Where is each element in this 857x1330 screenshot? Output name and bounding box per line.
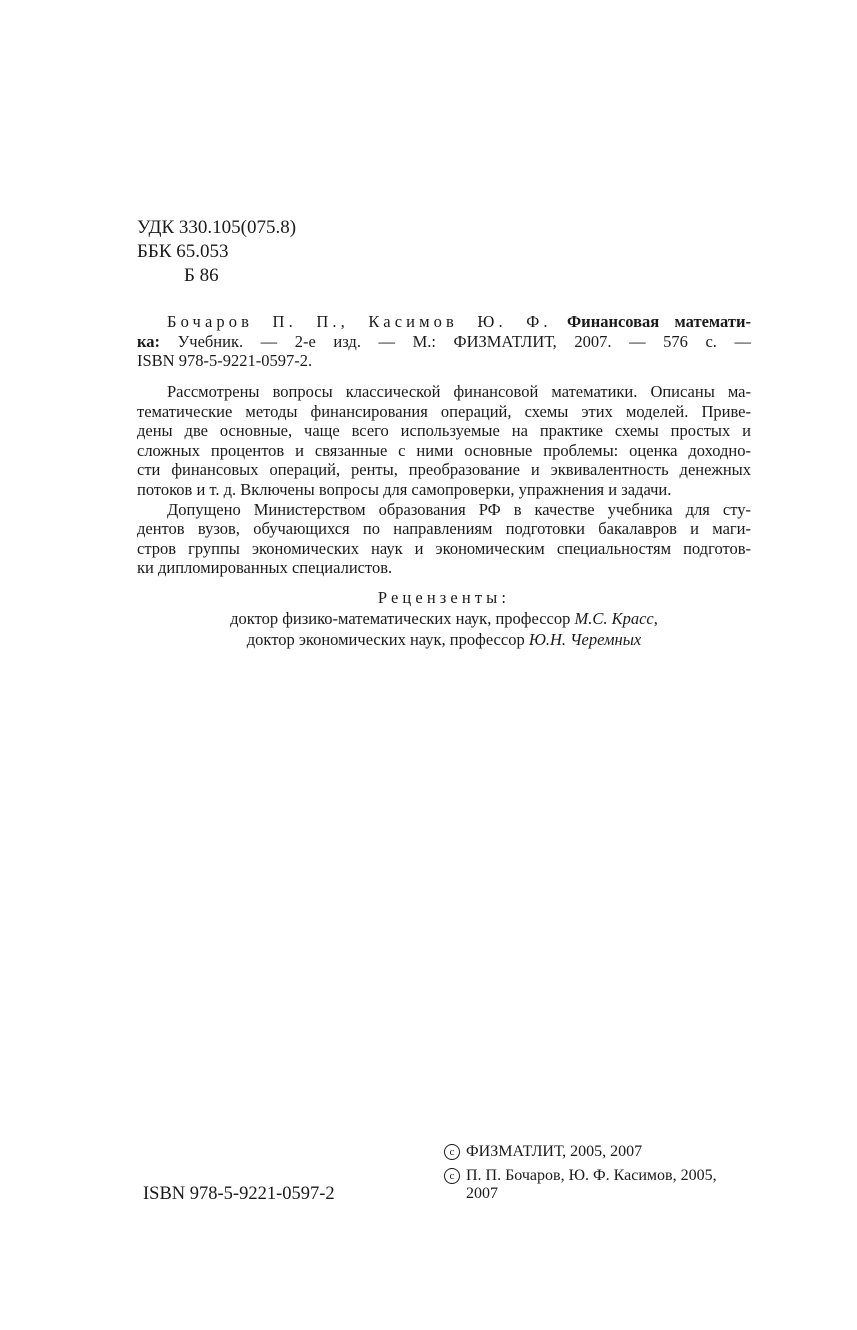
abstract-line: стров группы экономических наук и экономическим специальностям подготов- <box>137 538 751 558</box>
reviewer-2-title: доктор экономических наук, профессор <box>246 630 529 649</box>
bbk-code: ББК 65.053 <box>137 241 229 262</box>
abstract-line: потоков и т. д. Включены вопросы для самопроверки, упражнения и задачи. <box>137 479 672 499</box>
bibliographic-record <box>137 312 751 371</box>
copyright-item <box>444 1143 744 1162</box>
abstract-line: ки дипломированных специалистов. <box>137 558 393 578</box>
abstract <box>137 382 751 578</box>
bib-line-1 <box>137 312 751 332</box>
abstract-line: дены две основные, чаще всего используемые на практике схемы простых и <box>137 421 751 441</box>
copyright-item <box>444 1167 744 1204</box>
reviewer-1-title: доктор физико-математических наук, профессор <box>230 609 575 628</box>
reviewers-heading: Рецензенты: <box>377 588 511 607</box>
bib-publication-info: Учебник. — 2-е изд. — М.: ФИЗМАТЛИТ, 2007. — 576 с. — <box>177 331 751 351</box>
reviewer-2 <box>137 629 751 650</box>
bib-line-2 <box>137 332 751 352</box>
classification-block <box>137 216 296 288</box>
reviewer-2-name: Ю.Н. Черемных <box>528 630 642 649</box>
abstract-line: Рассмотрены вопросы классической финансовой математики. Описаны ма- <box>167 382 751 401</box>
copyright-icon: c <box>444 1144 460 1160</box>
udk-code: УДК 330.105(075.8) <box>137 217 297 238</box>
author-mark: Б 86 <box>184 265 219 286</box>
abstract-line: Допущено Министерством образования РФ в качестве учебника для сту- <box>167 499 751 519</box>
isbn-footer: ISBN 978-5-9221-0597-2 <box>143 1184 335 1204</box>
bib-title-part1: Финансовая математи- <box>567 312 751 331</box>
abstract-line: тематические методы финансирования операций, схемы этих моделей. Приве- <box>137 401 751 421</box>
copyright-text: ФИЗМАТЛИТ, 2005, 2007 <box>466 1143 643 1160</box>
reviewer-1 <box>137 608 751 629</box>
copyright-block <box>444 1143 744 1209</box>
abstract-line: сти финансовых операций, ренты, преобразование и эквивалентность денежных <box>137 460 751 480</box>
reviewer-1-comma: , <box>653 609 658 628</box>
copyright-text: П. П. Бочаров, Ю. Ф. Касимов, 2005, 2007 <box>466 1166 717 1202</box>
reviewers-block <box>137 587 751 650</box>
bib-authors: Бочаров П. П., Касимов Ю. Ф. <box>167 312 552 331</box>
reviewer-1-name: М.С. Красс <box>574 609 654 628</box>
abstract-line: дентов вузов, обучающихся по направлениям подготовки бакалавров и маги- <box>137 519 751 539</box>
copyright-icon: c <box>444 1168 460 1184</box>
bib-isbn: ISBN 978-5-9221-0597-2. <box>137 351 313 370</box>
bib-title-part2: ка: <box>137 331 161 351</box>
abstract-line: сложных процентов и связанные с ними основные проблемы: оценка доходно- <box>137 440 751 460</box>
